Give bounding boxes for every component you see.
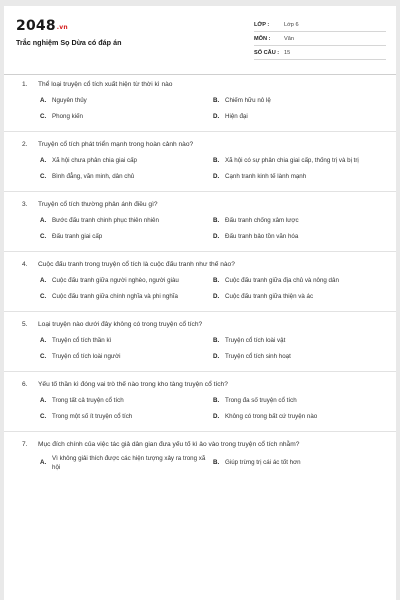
- option-text: Bình đẳng, văn minh, dân chủ: [52, 172, 135, 180]
- question-item: [4, 260, 396, 312]
- meta-value: Lớp 6: [284, 21, 299, 28]
- question-item: [4, 140, 396, 192]
- option-text: Đấu tranh giai cấp: [52, 232, 103, 240]
- option-text: Cạnh tranh kinh tế lành mạnh: [225, 172, 307, 180]
- answer-option-c[interactable]: [40, 411, 213, 423]
- question-text: Mục đích chính của việc tác giả dân gian đưa yếu tố kì ảo vào trong truyện cổ tích nhằm?: [38, 441, 300, 448]
- meta-label: SỐ CÂU :: [254, 49, 280, 56]
- question-item: [4, 80, 396, 132]
- answer-option-d[interactable]: [213, 411, 386, 423]
- option-letter: C.: [40, 352, 47, 360]
- answer-options: [4, 215, 396, 247]
- option-text: Chiếm hữu nô lệ: [225, 96, 271, 104]
- option-letter: C.: [40, 232, 47, 240]
- option-text: Cuộc đấu tranh giữa chính nghĩa và phi nghĩa: [52, 292, 178, 300]
- option-letter: D.: [213, 232, 220, 240]
- option-text: Không có trong bất cứ truyện nào: [225, 412, 318, 420]
- logo-text: 2048: [16, 18, 56, 34]
- answer-options: [4, 395, 396, 427]
- option-text: Truyện cổ tích loài vật: [225, 336, 286, 344]
- answer-options: [4, 155, 396, 187]
- option-text: Giúp trừng trị cái ác tốt hơn: [225, 459, 301, 467]
- question-divider: [4, 131, 396, 132]
- answer-option-b[interactable]: [213, 215, 386, 227]
- page-title: Trắc nghiệm Sọ Dừa có đáp án: [16, 38, 122, 47]
- question-text: Truyện cổ tích thường phản ánh điều gì?: [38, 201, 158, 208]
- meta-info-box: [254, 18, 386, 60]
- question-divider: [4, 431, 396, 432]
- meta-value: Văn: [284, 35, 294, 42]
- option-letter: D.: [213, 172, 220, 180]
- answer-option-a[interactable]: [40, 455, 213, 472]
- answer-option-a[interactable]: [40, 275, 213, 287]
- option-text: Cuộc đấu tranh giữa người nghèo, người giàu: [52, 276, 179, 284]
- answer-option-a[interactable]: [40, 335, 213, 347]
- answer-option-d[interactable]: [213, 351, 386, 363]
- option-text: Trong tất cả truyện cổ tích: [52, 396, 124, 404]
- option-letter: B.: [213, 336, 220, 344]
- answer-option-c[interactable]: [40, 171, 213, 183]
- question-number: 5.: [22, 321, 28, 328]
- question-divider: [4, 251, 396, 252]
- option-text: Hiện đại: [225, 112, 248, 120]
- worksheet-header: [4, 6, 396, 72]
- question-number: 1.: [22, 81, 28, 88]
- option-letter: B.: [213, 276, 220, 284]
- option-letter: C.: [40, 112, 47, 120]
- option-letter: A.: [40, 459, 47, 467]
- answer-option-a[interactable]: [40, 155, 213, 167]
- option-letter: B.: [213, 156, 220, 164]
- option-letter: A.: [40, 156, 47, 164]
- answer-options: [4, 455, 396, 476]
- option-text: Xã hội chưa phân chia giai cấp: [52, 156, 137, 164]
- option-letter: A.: [40, 216, 47, 224]
- question-text: Cuộc đấu tranh trong truyện cổ tích là cuộc đấu tranh như thế nào?: [38, 261, 235, 268]
- option-text: Đấu tranh chống xâm lược: [225, 216, 299, 224]
- answer-option-a[interactable]: [40, 95, 213, 107]
- option-letter: B.: [213, 96, 220, 104]
- meta-row-subject: [254, 32, 386, 46]
- question-item: [4, 200, 396, 252]
- meta-label: LỚP :: [254, 21, 270, 28]
- answer-options: [4, 95, 396, 127]
- option-text: Cuộc đấu tranh giữa địa chủ và nông dân: [225, 276, 339, 284]
- option-text: Nguyên thủy: [52, 96, 87, 104]
- option-text: Phong kiến: [52, 112, 83, 120]
- answer-option-d[interactable]: [213, 171, 386, 183]
- option-text: Vì không giải thích được các hiện tượng xảy ra trong xã hội: [52, 455, 206, 471]
- option-text: Cuộc đấu tranh giữa thiện và ác: [225, 292, 314, 300]
- option-letter: B.: [213, 216, 220, 224]
- worksheet-page: [4, 6, 396, 600]
- option-text: Truyện cổ tích loài người: [52, 352, 121, 360]
- option-text: Trong đa số truyện cổ tích: [225, 396, 297, 404]
- answer-option-b[interactable]: [213, 95, 386, 107]
- question-number: 3.: [22, 201, 28, 208]
- answer-option-d[interactable]: [213, 231, 386, 243]
- answer-options: [4, 275, 396, 307]
- answer-option-b[interactable]: [213, 155, 386, 167]
- answer-option-d[interactable]: [213, 111, 386, 123]
- option-letter: D.: [213, 292, 220, 300]
- question-text: Yếu tố thần kì đóng vai trò thế nào trong kho tàng truyện cổ tích?: [38, 381, 228, 388]
- option-text: Xã hội có sự phân chia giai cấp, thống trị và bị trị: [225, 156, 359, 164]
- option-letter: D.: [213, 112, 220, 120]
- question-text: Thể loại truyện cổ tích xuất hiện từ thời kì nào: [38, 81, 173, 88]
- answer-option-d[interactable]: [213, 291, 386, 303]
- answer-option-c[interactable]: [40, 231, 213, 243]
- question-number: 7.: [22, 441, 28, 448]
- answer-option-c[interactable]: [40, 351, 213, 363]
- option-text: Truyện cổ tích thần kì: [52, 336, 112, 344]
- answer-option-c[interactable]: [40, 291, 213, 303]
- option-letter: D.: [213, 352, 220, 360]
- option-letter: A.: [40, 96, 47, 104]
- option-letter: C.: [40, 412, 47, 420]
- question-number: 4.: [22, 261, 28, 268]
- option-letter: D.: [213, 412, 220, 420]
- option-text: Bước đấu tranh chinh phục thiên nhiên: [52, 216, 159, 224]
- question-item: [4, 320, 396, 372]
- answer-option-a[interactable]: [40, 215, 213, 227]
- answer-option-b[interactable]: [213, 275, 386, 287]
- meta-row-grade: [254, 18, 386, 32]
- question-divider: [4, 311, 396, 312]
- option-letter: B.: [213, 459, 220, 467]
- site-logo[interactable]: [16, 18, 68, 34]
- question-number: 6.: [22, 381, 28, 388]
- option-letter: A.: [40, 276, 47, 284]
- question-list: [4, 80, 396, 476]
- header-divider: [4, 74, 396, 75]
- meta-label: MÔN :: [254, 35, 271, 42]
- option-text: Trong một số ít truyện cổ tích: [52, 412, 133, 420]
- logo-domain: .vn: [56, 24, 68, 31]
- question-item: [4, 440, 396, 476]
- option-letter: C.: [40, 172, 47, 180]
- meta-row-count: [254, 46, 386, 60]
- question-divider: [4, 191, 396, 192]
- answer-options: [4, 335, 396, 367]
- question-item: [4, 380, 396, 432]
- answer-option-b[interactable]: [213, 455, 386, 472]
- answer-option-c[interactable]: [40, 111, 213, 123]
- question-text: Loại truyện nào dưới đây không có trong truyện cổ tích?: [38, 321, 203, 328]
- option-text: Truyện cổ tích sinh hoạt: [225, 352, 291, 360]
- option-text: Đấu tranh bảo tồn văn hóa: [225, 232, 299, 240]
- meta-value: 15: [284, 49, 291, 56]
- answer-option-a[interactable]: [40, 395, 213, 407]
- option-letter: A.: [40, 336, 47, 344]
- option-letter: B.: [213, 396, 220, 404]
- answer-option-b[interactable]: [213, 335, 386, 347]
- option-letter: C.: [40, 292, 47, 300]
- option-letter: A.: [40, 396, 47, 404]
- question-number: 2.: [22, 141, 28, 148]
- answer-option-b[interactable]: [213, 395, 386, 407]
- question-divider: [4, 371, 396, 372]
- question-text: Truyện cổ tích phát triển mạnh trong hoàn cảnh nào?: [38, 141, 194, 148]
